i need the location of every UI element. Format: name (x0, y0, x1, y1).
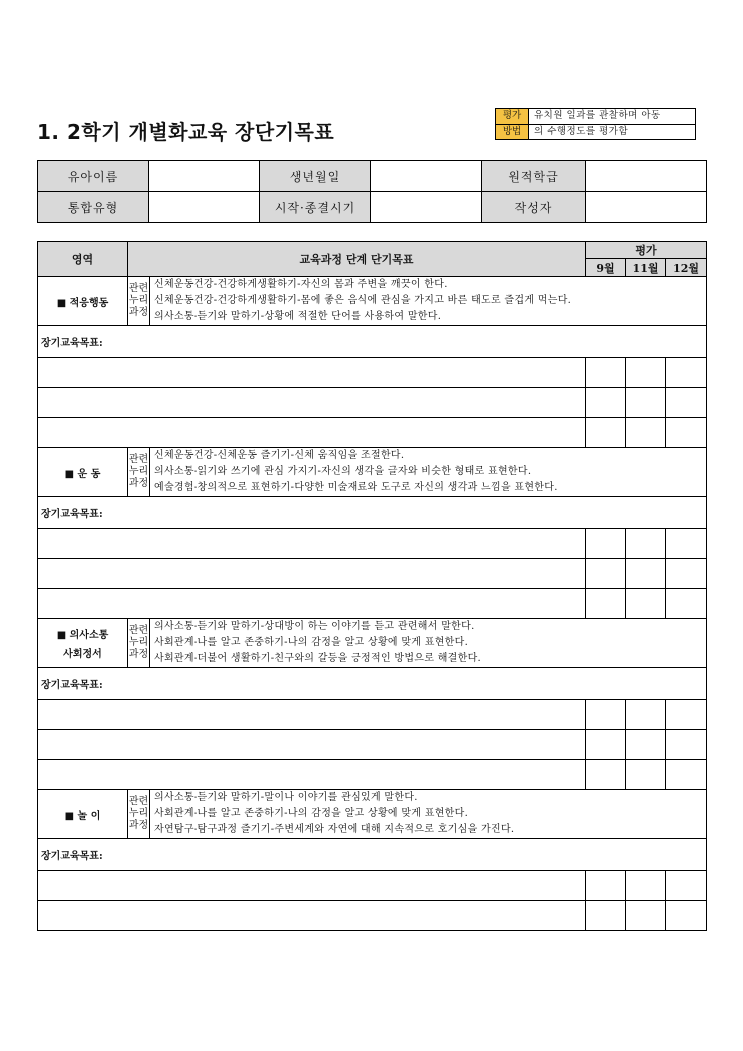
period-field[interactable] (371, 192, 482, 223)
long-term-goal-input[interactable] (38, 418, 586, 448)
evaluation-method-box (495, 108, 696, 140)
author-field[interactable] (586, 192, 707, 223)
goal-item: 의사소통-읽기와 쓰기에 관심 가지기-자신의 생각을 글자와 비슷한 형태로 표현한다. (154, 466, 532, 477)
name-label: 유아이름 (38, 161, 149, 192)
eval-cell[interactable] (626, 529, 666, 559)
related-nuri-label (128, 619, 150, 668)
section-row (38, 790, 707, 839)
long-term-goal-input[interactable] (38, 529, 586, 559)
rel-label-part: 관련 (128, 283, 149, 294)
page-title: 1. 2학기 개별화교육 장단기목표 (37, 120, 335, 144)
long-term-goal-input[interactable] (38, 358, 586, 388)
goal-item: 자연탐구-탐구과정 즐기기-주변세계와 자연에 대해 지속적으로 호기심을 가진다. (154, 824, 515, 835)
eval-cell[interactable] (626, 901, 666, 931)
long-term-goal-row (38, 418, 707, 448)
short-term-goals (150, 448, 707, 497)
short-term-goals (150, 277, 707, 326)
eval-cell[interactable] (666, 700, 707, 730)
long-term-goal-input[interactable] (38, 589, 586, 619)
goal-item: 의사소통-듣기와 말하기-상대방이 하는 이야기를 듣고 관련해서 말한다. (154, 621, 475, 632)
long-term-goal-row (38, 358, 707, 388)
eval-cell[interactable] (586, 760, 626, 790)
eval-cell[interactable] (586, 388, 626, 418)
area-name (38, 619, 128, 668)
related-nuri-label (128, 448, 150, 497)
section-row (38, 277, 707, 326)
rel-label-part: 관련 (128, 796, 149, 807)
eval-cell[interactable] (626, 760, 666, 790)
eval-text-1: 유치원 일과를 관찰하며 아동 (529, 109, 696, 125)
eval-cell[interactable] (666, 418, 707, 448)
goal-item: 예술경험-창의적으로 표현하기-다양한 미술재료와 도구로 자신의 생각과 느낌을 표현한다. (154, 482, 558, 493)
eval-cell[interactable] (586, 589, 626, 619)
long-term-goal-row (38, 700, 707, 730)
long-term-goal-input[interactable] (38, 901, 586, 931)
type-label: 통합유형 (38, 192, 149, 223)
student-info-table (37, 160, 707, 223)
eval-cell[interactable] (586, 901, 626, 931)
eval-cell[interactable] (586, 418, 626, 448)
rel-label-part: 과정 (128, 478, 149, 489)
area-label: ■ 놀 이 (64, 810, 101, 822)
rel-label-part: 누리 (128, 808, 149, 819)
rel-label-part: 과정 (128, 307, 149, 318)
long-term-goal-row (38, 901, 707, 931)
eval-cell[interactable] (626, 559, 666, 589)
author-label: 작성자 (482, 192, 586, 223)
eval-cell[interactable] (586, 529, 626, 559)
eval-cell[interactable] (626, 388, 666, 418)
goal-item: 사회관계-더불어 생활하기-친구와의 갈등을 긍정적인 방법으로 해결한다. (154, 653, 482, 664)
type-field[interactable] (149, 192, 260, 223)
short-term-goals (150, 790, 707, 839)
long-term-goal-label: 장기교육목표: (38, 326, 707, 358)
eval-cell[interactable] (666, 871, 707, 901)
eval-cell[interactable] (626, 418, 666, 448)
section-row (38, 448, 707, 497)
related-nuri-label (128, 790, 150, 839)
long-term-goal-input[interactable] (38, 388, 586, 418)
birth-label: 생년월일 (260, 161, 371, 192)
school-label: 원적학급 (482, 161, 586, 192)
long-term-goal-row (38, 388, 707, 418)
eval-cell[interactable] (666, 559, 707, 589)
rel-label-part: 누리 (128, 295, 149, 306)
rel-label-part: 과정 (128, 820, 149, 831)
long-term-goal-row (38, 559, 707, 589)
long-term-goal-label: 장기교육목표: (38, 668, 707, 700)
long-term-goal-row (38, 589, 707, 619)
section-row (38, 619, 707, 668)
long-term-goal-row (38, 760, 707, 790)
long-term-goal-row (38, 871, 707, 901)
short-term-goals (150, 619, 707, 668)
eval-cell[interactable] (666, 388, 707, 418)
eval-cell[interactable] (586, 730, 626, 760)
eval-cell[interactable] (666, 730, 707, 760)
long-term-goal-label: 장기교육목표: (38, 839, 707, 871)
eval-cell[interactable] (626, 871, 666, 901)
long-term-goal-row (38, 529, 707, 559)
long-term-goal-input[interactable] (38, 871, 586, 901)
eval-label-1: 평가 (496, 109, 529, 125)
long-term-goal-label: 장기교육목표: (38, 497, 707, 529)
eval-cell[interactable] (666, 358, 707, 388)
area-label-line2: 사회정서 (63, 649, 102, 660)
goal-item: 신체운동건강-건강하게생활하기-자신의 몸과 주변을 깨끗이 한다. (154, 279, 448, 290)
goal-item: 사회관계-나를 알고 존중하기-나의 감정을 알고 상황에 맞게 표현한다. (154, 808, 469, 819)
related-nuri-label (128, 277, 150, 326)
eval-cell[interactable] (626, 730, 666, 760)
area-name (38, 790, 128, 839)
long-term-goal-row (38, 730, 707, 760)
goal-item: 신체운동건강-건강하게생활하기-몸에 좋은 음식에 관심을 가지고 바른 태도로 즐겁게 먹는다. (154, 295, 572, 306)
eval-cell[interactable] (666, 901, 707, 931)
name-field[interactable] (149, 161, 260, 192)
eval-cell[interactable] (626, 700, 666, 730)
eval-cell[interactable] (626, 358, 666, 388)
col-header-goal: 교육과정 단계 단기목표 (128, 242, 586, 277)
long-term-goal-input[interactable] (38, 760, 586, 790)
goal-item: 의사소통-듣기와 말하기-상황에 적절한 단어를 사용하여 말한다. (154, 311, 442, 322)
area-label: ■ 적응행동 (56, 297, 109, 309)
month-header: 12월 (666, 259, 707, 277)
eval-cell[interactable] (586, 871, 626, 901)
goal-item: 사회관계-나를 알고 존중하기-나의 감정을 알고 상황에 맞게 표현한다. (154, 637, 469, 648)
rel-label-part: 관련 (128, 625, 149, 636)
eval-cell[interactable] (586, 559, 626, 589)
eval-cell[interactable] (666, 589, 707, 619)
birth-field[interactable] (371, 161, 482, 192)
rel-label-part: 누리 (128, 466, 149, 477)
school-field[interactable] (586, 161, 707, 192)
rel-label-part: 관련 (128, 454, 149, 465)
eval-label-2: 방법 (496, 124, 529, 140)
eval-cell[interactable] (666, 529, 707, 559)
col-header-eval: 평가 (586, 242, 707, 259)
long-term-goal-input[interactable] (38, 559, 586, 589)
period-label: 시작·종결시기 (260, 192, 371, 223)
eval-text-2: 의 수행정도를 평가함 (529, 124, 696, 140)
area-label: ■ 의사소통 (56, 630, 109, 641)
eval-cell[interactable] (626, 589, 666, 619)
eval-cell[interactable] (586, 358, 626, 388)
rel-label-part: 과정 (128, 649, 149, 660)
goals-table (37, 241, 707, 931)
eval-cell[interactable] (586, 700, 626, 730)
month-header: 11월 (626, 259, 666, 277)
goal-item: 신체운동건강-신체운동 즐기기-신체 움직임을 조절한다. (154, 450, 405, 461)
eval-cell[interactable] (666, 760, 707, 790)
area-name (38, 277, 128, 326)
area-label: ■ 운 동 (64, 468, 101, 480)
col-header-area: 영역 (38, 242, 128, 277)
long-term-goal-input[interactable] (38, 730, 586, 760)
long-term-goal-input[interactable] (38, 700, 586, 730)
rel-label-part: 누리 (128, 637, 149, 648)
area-name (38, 448, 128, 497)
goal-item: 의사소통-듣기와 말하기-말이나 이야기를 관심있게 말한다. (154, 792, 418, 803)
month-header: 9월 (586, 259, 626, 277)
